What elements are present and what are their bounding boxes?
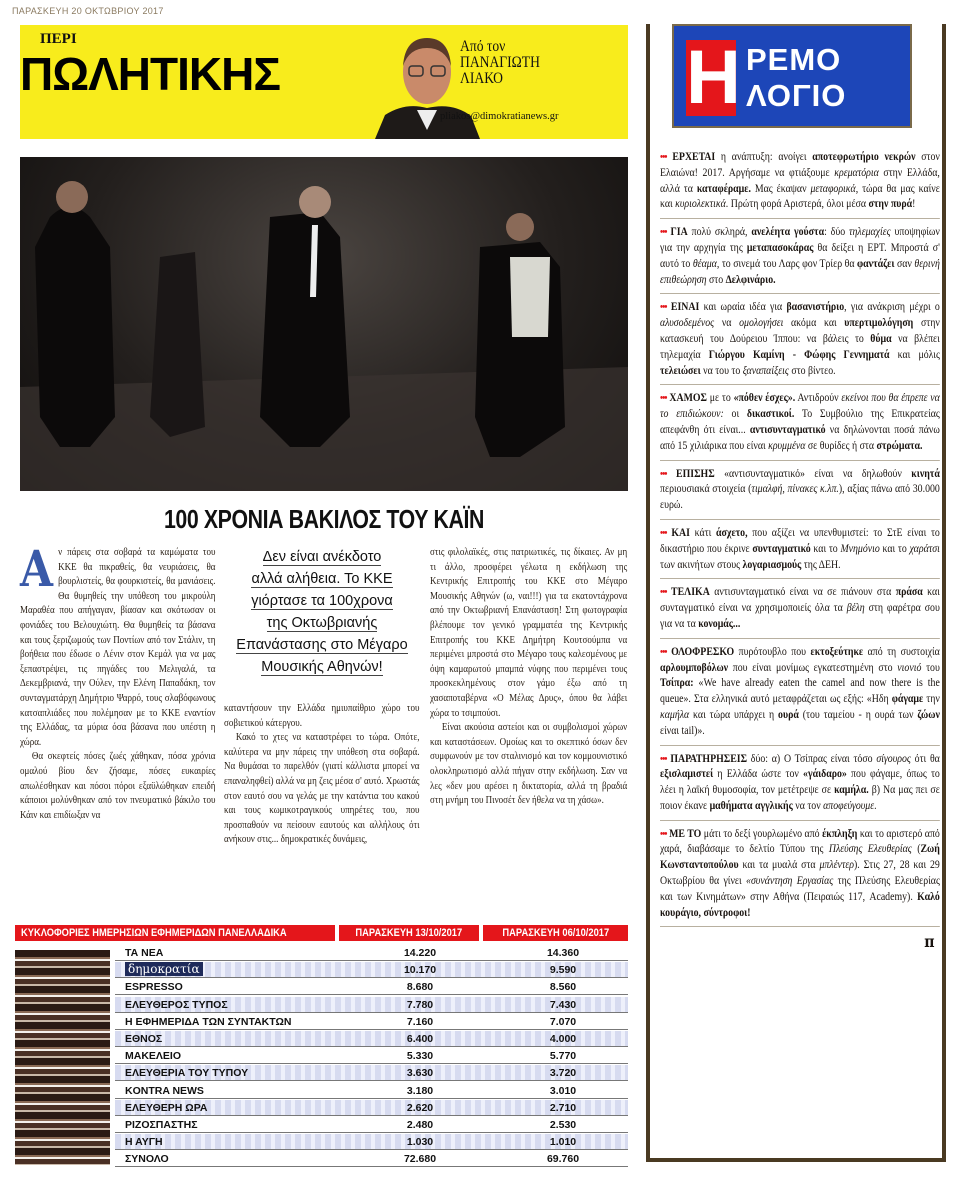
bullet-dots: ••• [660,646,667,658]
text-run: θέαμα [692,257,717,270]
newspaper-name [125,979,183,995]
bullet-dots: ••• [660,152,667,163]
sidebar-item [660,225,940,294]
issue-date: ΠΑΡΑΣΚΕΥΗ 20 ΟΚΤΩΒΡΙΟΥ 2017 [12,6,164,16]
text-run: περιουσιακά στοιχεία ( [660,483,752,496]
bullet-dots: ••• [660,527,667,539]
column-header-date-1 [339,925,479,941]
text-run: «We have already eaten the camel and now there is the queue». Στα ελληνικά αυτό μεταφράζεται ως εξής: «Ηδη [660,677,940,706]
sidebar-items [660,150,940,951]
text-run: αποτεφρωτήριο νεκρών [812,151,916,163]
text-run: να του το [700,364,743,377]
pull-quote-line: γιόρτασε τα 100χρονα [251,593,393,609]
newspaper-name [125,997,228,1013]
text-run: και ωραία ιδέα για [699,301,787,314]
table-row [115,1065,628,1081]
text-run: , για ανάκριση μέχρι ο [844,301,940,314]
drop-cap: Α [20,539,53,598]
text-run: Δελφινάριο. [725,273,776,286]
text-run: β) Να μας πει σε ποιον έκανε [660,784,940,812]
text-run: «πόθεν έσχες». [733,392,796,405]
text-run: κρυμμένα [768,439,806,452]
text-run: να δηλώνονται ποσά πάνω από 15 χιλιάρικα που είναι [660,423,940,452]
text-run: αντισυνταγματικό [749,423,826,436]
newspaper-name-text: ΕΛΕΥΘΕΡΗ ΩΡΑ [125,1101,208,1114]
bullet-dots: ••• [660,468,667,480]
newspaper-name [125,945,163,961]
text-run: θύμα [870,332,892,345]
column-kicker: ΠΕΡΙ [40,31,77,47]
text-run: ). Στις 27, 28 και 29 Οκτωβρίου θα γίνει [660,859,940,888]
table-row [115,1048,628,1064]
newspaper-name-text: ΕΛΕΥΘΕΡΙΑ ΤΟΥ ΤΥΠΟΥ [125,1067,249,1080]
newspaper-name [125,1083,204,1099]
text-run: της Πλεύσης Ελευθερίας και των Κινημάτων» στην Αθήνα (Πειραιώς 117, Academy). [660,875,940,903]
circulation-value-2: 3.720 [549,1067,577,1080]
text-run: θερινή επιθεώρηση [660,257,940,286]
text-run: ζώων [917,708,940,721]
text-run: εκτοξεύτηκε [810,645,864,658]
paragraph: στις φιλολαϊκές, στις πατριωτικές, τις δίκαιες. Αν μη τι άλλο, προσφέρει γέλωτα η εκδήλωση της Κεντρικής Επιτροπής του ΚΚΕ στο Μέγαρο Μουσικής Αθηνών (ω, ναι!!!) για τα εκατοντάχρονα από την Οκτωβριανή Επανάσταση! Στη φωτογραφία βλέπουμε τον γενικό γραμματέα της Κεντρικής Επιτροπής του ΚΚΕ Δημήτρη Κουτσούμπα να περιμένει μπροστά στο Μέγαρο τους καλεσμένους με όψη καμαρωτού μπαμπά νύφης που περιμένει τους προσκεκλημένους στον γάμο έξω από τη χασαποταβέρνα «Ο Μέλας Δρυς», όπου θα λάβει χώρα το τσιμπούσι. [430,547,628,719]
table-row [115,1031,628,1047]
text-run: Καλό κουράγιο, σύντροφοι! [660,890,940,919]
text-run: υποψηφίων για την αρχηγία της [660,226,940,254]
text-run: ΕΡΧΕΤΑΙ [672,151,716,163]
newspaper-name-text: ESPRESSO [125,981,183,994]
text-run: κρεματόρια [834,166,879,179]
text-run: θα δείξει η ΕΡΤ. Μπροστά σ' αυτό το [660,241,940,270]
text-run: και τα μυαλά στα [738,859,820,872]
circulation-value-2: 8.560 [549,981,577,994]
column-title: ΠΩΛΗΤΙΚΗΣ [20,48,280,100]
text-run: ΚΑΙ [671,526,690,539]
text-run: , τώρα θα μας καίνε και [660,182,940,211]
newspaper-name-text: ΕΛΕΥΘΕΡΟΣ ΤΥΠΟΣ [125,998,228,1011]
text-run: ανελέητα γούστα [751,226,825,239]
text-run: στην κατασκευή του Δούρειου Ίππου: να βάλεις το [660,317,940,345]
byline [460,39,540,87]
newspaper-name-text: Η ΕΦΗΜΕΡΙΔΑ ΤΩΝ ΣΥΝΤΑΚΤΩΝ [125,1015,292,1028]
column-header-date-2-text: ΠΑΡΑΣΚΕΥΗ 06/10/2017 [502,927,609,939]
text-run: (του ταμείου - η ουρά των [798,708,918,721]
circulation-value-2: 3.010 [549,1084,577,1097]
logo-letter: Η [686,35,741,120]
text-run: ΧΑΜΟΣ [669,392,707,405]
text-run: φαντάζει [857,257,895,270]
text-run: τελειώσει [660,364,701,377]
text-run: μπλέντερ [819,859,854,872]
newspaper-name-text: ΕΘΝΟΣ [125,1033,163,1045]
text-run: στο βίντεο. [788,364,836,377]
bullet-dots: ••• [660,302,667,314]
text-run: της ΔΕΗ. [801,558,841,571]
column-header-date-2 [483,925,628,941]
text-run: ΜΕ ΤΟ [669,827,702,840]
logo-line-2: ΛΟΓΙΟ [746,78,847,113]
table-row [115,1117,628,1133]
text-run: . [874,799,877,812]
text-run: πολύ σκληρά, [687,226,752,239]
circulation-value-1: 1.030 [406,1136,434,1149]
newspaper-name-text: Η ΑΥΓΗ [125,1136,163,1149]
circulation-value-1: 8.680 [406,981,434,994]
newspaper-name [125,1151,169,1167]
text-run: να βλέπει τηλεμαχία [660,332,940,361]
text-run: εκείνοι που θα έπρεπε να το επιδιώκουν: [660,392,940,421]
text-run: στον Ελαιώνα! 2017. Αργήσαμε να φτιάξουμε [660,151,940,179]
logo-line-1: ΡΕΜΟ [746,42,842,77]
pull-quote-line: Επανάστασης στο Μέγαρο [236,637,408,653]
table-row [115,1014,628,1030]
text-run: ξαναπαίξεις [742,364,789,377]
article-column-3 [430,546,627,809]
column-header-date-1-text: ΠΑΡΑΣΚΕΥΗ 13/10/2017 [355,927,463,939]
text-run: ΤΕΛΙΚΑ [671,586,710,599]
text-run: που είναι μονίμως εγκατεστημένη στο [728,661,898,674]
text-run: δικαστικοί. [746,408,795,421]
paragraph: Κακό το χτες να καταστρέφει το τώρα. Οπότε, καλύτερα να μην πάρεις την υπόθεση στα σοβαρά. Να θυμάσαι το παρελθόν (γιατί κάλλιστα μπορεί να επαναληφθεί) αλλά να μη ζεις μέσα σ' αυτό. Χρωστάς στον εαυτό σου να γελάς με την κατάντια του κακού και τους κωμικοτραγικούς υπηρέτες του, που προσπαθούν να πείσουν εαυτούς και αλλήλους ότι ανήκουν στις... δημοκρατικές δυνάμεις, [224,732,420,846]
sidebar-item [660,391,940,460]
text-run: «αντισυνταγματικό» είναι να δηλωθούν [714,467,912,480]
text-run: κάτι [689,526,717,539]
text-run: ), αξίας πάνω από 30.000 ευρώ. [660,483,940,512]
table-row [115,1083,628,1099]
bullet-dots: ••• [660,753,667,765]
author-first-name: ΠΑΝΑΓΙΩΤΗ [460,54,540,71]
text-run: η Ελλάδα ώστε τον [713,768,804,781]
sidebar-item [660,467,940,520]
text-run: «συνάντηση Εργασίας [746,875,834,888]
sidebar-item [660,827,940,928]
text-run: βασανιστήριο [786,301,845,314]
text-run: κυριολεκτικά [675,198,726,211]
paragraph: καταντήσουν την Ελλάδα ημιυπαίθριο χώρο του σοβιετικού κάτεργου. [224,703,420,729]
newspaper-name-text: δημοκρατία [128,962,200,977]
text-run: τηλεμαχίες [849,226,891,239]
text-run: να τον [792,799,824,812]
circulation-value-1: 5.330 [406,1050,434,1063]
text-run: ΕΠΙΣΗΣ [676,467,715,480]
circulation-value-1: 10.170 [403,964,437,977]
circulation-value-1: 2.620 [406,1101,434,1114]
text-run: σαν [894,257,915,270]
text-run: δύο: α) Ο Τσίπρας είναι τόσο [747,752,877,765]
sidebar-item [660,526,940,579]
circulation-value-1: 6.400 [406,1033,434,1045]
text-run: και τώρα υπάρχει η [689,708,779,721]
text-run: ουρά [778,708,799,721]
text-run: που φάγαμε, όπως το λέει η λαϊκή θυμοσοφία, τον μετέτρεψε σε [660,768,940,797]
text-run: που αξίζει να υπενθυμιστεί: το ΣτΕ είναι το δικαστήριο που έκρινε [660,526,940,555]
text-run: ! [912,198,916,211]
text-run: και μόλις [889,348,940,361]
circulation-value-2: 9.590 [549,964,577,977]
byline-prefix: Από τον [460,38,506,55]
pull-quote-line: αλλά αλήθεια. Το ΚΚΕ [251,571,393,587]
newspaper-name [125,1065,248,1081]
pull-quote-line: Δεν είναι ανέκδοτο [262,549,382,565]
text-run: Μνημόνιο [840,542,880,555]
text-run: ακόμα και [783,317,845,330]
signature: π [924,932,935,952]
text-run: αντισυνταγματικό είναι να σε πιάνουν στα [709,586,896,599]
text-run: . Πρώτη φορά Αριστερά, όλοι μέσα [725,198,869,211]
text-run: συνταγματικό [752,542,811,555]
text-run: σε θυρίδες ή στα [805,439,877,452]
circulation-value-1: 2.480 [406,1119,434,1131]
text-run: στην πυρά [868,198,913,211]
table-row [115,1134,628,1150]
circulation-value-2: 7.070 [549,1015,577,1028]
article-column-2 [224,702,420,848]
bullet-dots: ••• [660,587,667,599]
text-run: , το σινεμά του Λαρς φον Τρίερ θα [716,257,858,270]
text-run: Αντιδρούν [795,392,842,405]
author-email[interactable]: pliakos@dimokratianews.gr [440,111,559,122]
text-run: πυρότουβλο που [734,645,811,658]
text-run: Γιώργου Καμίνη - Φώφης Γεννηματά [708,348,890,361]
text-run: Το Συμβούλιο της Επικρατείας απεφάνθη ότι είναι... [660,408,940,436]
circulation-value-1: 14.220 [403,947,437,959]
article-column-1 [20,539,216,823]
text-run: με το [706,392,734,405]
text-run: μάτι το δεξί γουρλωμένο από [701,827,823,840]
text-run: χαράτσι [909,542,940,555]
text-run: σίγουρος [876,752,911,765]
text-run: ότι θα [910,752,940,765]
circulation-value-1: 72.680 [403,1153,437,1166]
text-run: : δύο [824,226,850,239]
author-last-name: ΛΙΑΚΟ [460,70,503,87]
text-run: τιμαλφή, πίνακες κ.λπ. [751,483,839,496]
text-run: και συνταγματικό είναι να χρησιμοποιείς όλα τα [660,586,940,615]
sidebar-item-list [660,150,940,927]
paragraph: ν πάρεις στα σοβαρά τα καμώματα του ΚΚΕ θα πικραθείς, θα νευριάσεις, θα βουρλιστείς, θα φουρκιστείς, θα μανιάσεις. Θα θυμηθείς την υπόθεση του μικρούλη Μαραθέα που απήγαγαν, βίασαν και σκότωσαν οι φονιάδες του Βελουχιώτη. Θα θυμηθείς τα βάσανα και τους ξεριζωμούς των Ποντίων από τον Στάλιν, τη βοήθεια που έδωσε ο Λένιν στον Κεμάλ για να μας ξεπαστρέψει, τις πηγάδες του Μελιγαλά, τα Δεκεμβριανά, την Ούλεν, την Ελένη Παπαδάκη, τον συνταγματάρχη Δημήτριο Ψαρρό, τους σλαβόφωνους κατσαπλιάδες που πολέμησαν με το ΚΚΕ εναντίον της Ελλάδας, τα μύρια όσα βάσανα που υπέστη η χώρα. [20,547,216,748]
text-run: ΕΙΝΑΙ [670,301,700,314]
circulation-table [15,925,628,1170]
text-run: των ακινήτων στους [660,558,743,571]
table-row [115,1151,628,1167]
text-run: στην Ελλάδα, αλλά τα [660,166,940,195]
text-run: από τη συστοιχία [863,645,940,658]
text-run: ( [911,843,921,856]
circulation-value-1: 3.630 [406,1067,434,1080]
pull-quote-line: της Οκτωβριανής [266,615,378,631]
table-row [115,945,628,961]
logo-text [746,42,846,114]
text-run: βέλη [846,602,865,615]
table-row [115,1100,628,1116]
bullet-dots: ••• [660,393,667,405]
circulation-value-2: 4.000 [549,1033,577,1045]
text-run: του [921,661,940,674]
text-run: «γάιδαρο» [803,768,847,781]
text-run: στη φαρέτρα σου για να τα [660,602,940,630]
text-run: Πλεύσης Ελευθερίας [828,843,912,856]
text-run: καταφέραμε. [696,182,751,195]
text-run: η ανάπτυξη: ανοίγει [715,151,813,163]
circulation-value-2: 7.430 [549,998,577,1011]
text-run: μεταπασοκάρας [746,241,814,254]
text-run: ΓΙΑ [670,226,688,239]
newspaper-name [125,1048,181,1064]
text-run: την [923,693,940,706]
text-run: αποφεύγουμε [823,799,875,812]
text-run: και το αριστερό από χαρά, διαβάσαμε το δελτίο Τύπου της [660,827,940,856]
text-run: ΟΛΟΦΡΕΣΚΟ [671,645,735,658]
paragraph: Είναι ακούσια αστείοι και οι συμβολισμοί χώρων και καταστάσεων. Ομοίως και το σκεπτικό όσων δεν συμφωνούν με τον σταλινισμό και τον κομμουνιστικό ολοκληρωτισμό αλλά πήγαν στην εκδήλωση. Σαν να λες «δεν μου αρέσει η δικτατορία, αλλά τη βραδιά στη μνήμη του Πινοσέτ δεν ήθελα να τη χάσω». [430,722,628,807]
circulation-value-2: 69.760 [546,1153,580,1166]
text-run: στρώματα. [876,439,923,452]
text-run: υπερτιμολόγηση [844,317,914,330]
text-run: λογαριασμούς [742,558,802,571]
sidebar-item [660,645,940,746]
text-run: κινητά [911,467,940,480]
text-run: και το [879,542,910,555]
circulation-value-2: 5.770 [549,1050,577,1063]
newspaper-name [125,962,203,978]
text-run: εξισλαμιστεί [660,768,714,781]
text-run: άσχετο, [716,526,748,539]
text-run: στο [706,273,726,286]
text-run: να [714,317,740,330]
text-run: μεταφορικά [810,182,856,195]
bullet-dots: ••• [660,828,667,840]
text-run: ΠΑΡΑΤΗΡΗΣΕΙΣ [670,752,748,765]
text-run: και το [810,542,841,555]
column-header-banner [20,25,628,139]
newspaper-name-text: ΡΙΖΟΣΠΑΣΤΗΣ [125,1119,198,1131]
circulation-value-1: 7.160 [406,1015,434,1028]
circulation-value-2: 2.710 [549,1101,577,1114]
newspaper-name-text: ΤΑ ΝΕΑ [125,947,164,959]
sidebar-item [660,752,940,821]
text-run: Τσίπρα: [660,677,694,690]
newspaper-name-text: ΜΑΚΕΛΕΙΟ [125,1050,182,1063]
newspaper-name-text: KONTRA NEWS [125,1084,204,1097]
text-run: ομολογήσει [739,317,784,330]
text-run: Ζωή Κωνσταντοπούλου [660,843,940,872]
newspaper-name [125,1134,163,1150]
bullet-dots: ••• [660,227,667,239]
text-run: είναι tail)». [660,724,705,737]
article-headline: 100 ΧΡΟΝΙΑ ΒΑΚΙΛΟΣ ΤΟΥ ΚΑΪΝ [163,504,485,534]
text-run: μαθήματα αγγλικής [709,799,793,812]
pull-quote [226,546,418,678]
text-run: αρλουμποβόλων [660,661,729,674]
circulation-value-2: 14.360 [546,947,580,959]
text-run: νιονιό [897,661,922,674]
table-row [115,979,628,995]
sidebar-item [660,150,940,219]
text-run: πράσα [895,586,923,599]
circulation-value-2: 2.530 [549,1119,577,1131]
text-run: καμήλα [660,708,690,721]
article-photo [20,157,628,491]
text-run: φάγαμε [891,693,924,706]
text-run: καμήλα. [834,784,869,797]
table-row [115,997,628,1013]
newspaper-name [125,1031,162,1047]
circulation-value-2: 1.010 [549,1136,577,1149]
paragraph: Θα σκεφτείς πόσες ζωές χάθηκαν, πόσα χρόνια ομαλού βίου δεν ζήσαμε, πόσες ευκαιρίες απωλέσθηκαν και πόσοι πόροι εξαϋλώθηκαν επειδή κάποιοι μολύνθηκαν από τον πνευματικό βάκιλο του Κάιν και επιδίωξαν να [20,751,216,821]
sidebar-item [660,300,940,385]
text-run: οι [723,408,747,421]
text-run: κονομάς... [698,617,741,630]
circulation-value-1: 7.780 [406,998,434,1011]
table-title [15,925,335,941]
newspaper-name [125,1117,198,1133]
text-run: αλυσοδεμένος [660,317,715,330]
newspaper-name [125,1014,291,1030]
table-row [115,962,628,978]
pull-quote-line: Μουσικής Αθηνών! [261,659,383,675]
circulation-value-1: 3.180 [406,1084,434,1097]
text-run: Μας έκαψαν [750,182,811,195]
newspaper-name [125,1100,208,1116]
table-title-text: ΚΥΚΛΟΦΟΡΙΕΣ ΗΜΕΡΗΣΙΩΝ ΕΦΗΜΕΡΙΔΩΝ ΠΑΝΕΛΛΑΔΙΚΑ [21,927,287,939]
newspaper-name-text: ΣΥΝΟΛΟ [125,1153,169,1166]
sidebar-item [660,585,940,638]
text-run: έκπληξη [822,827,858,840]
